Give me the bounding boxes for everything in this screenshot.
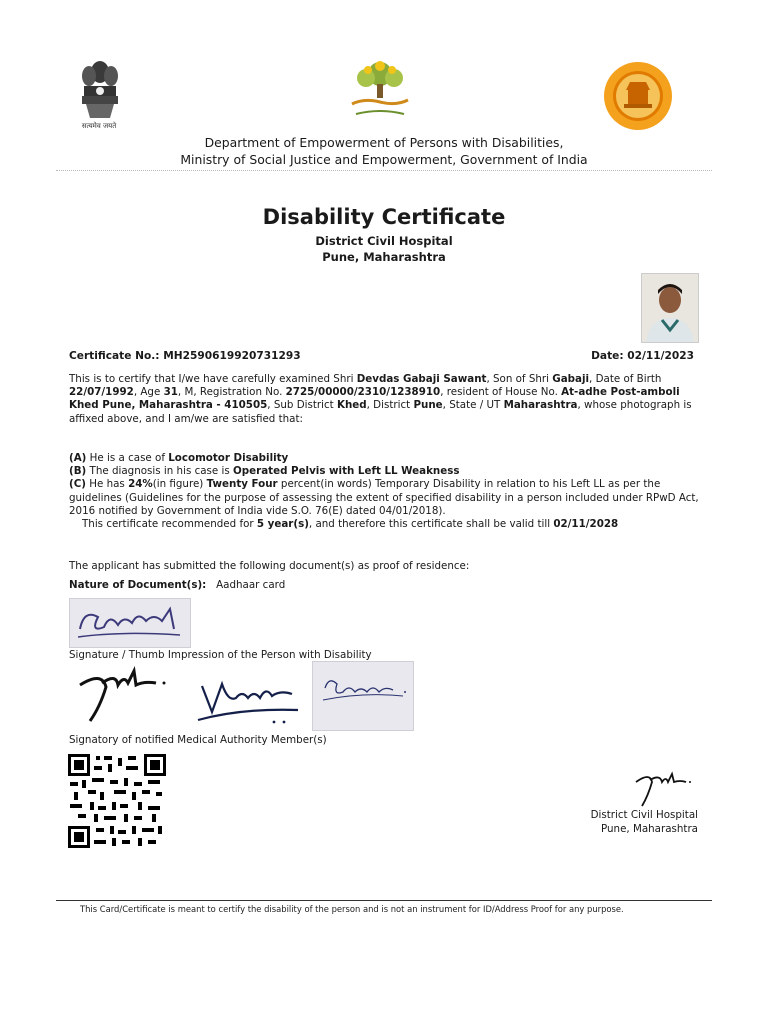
tree-logo-icon [344,58,416,124]
doctor-signature-3 [312,661,414,731]
item-b [69,465,701,478]
text: This certificate recommended for [82,518,257,531]
certificate-number [69,350,301,362]
text: He has [85,478,129,491]
certificate-date [591,350,694,362]
disability-type: Locomotor Disability [168,452,289,464]
item-label: (C) [69,478,86,491]
text: , Age [133,386,164,399]
text: (in figure) [152,478,207,491]
footer-divider [56,900,712,901]
certificate-number-value: MH2590619920731293 [163,350,301,362]
item-label: (B) [69,465,87,478]
doctor-signature-1-icon [72,663,172,727]
hospital-line-1: District Civil Hospital [315,234,453,248]
department-line-1: Department of Empowerment of Persons with Disabilities, [204,135,564,150]
hospital-heading [0,233,768,265]
text: , Date of Birth [589,373,662,385]
text: The diagnosis in his case is [86,465,234,478]
applicant-signature [69,598,191,648]
certificate-number-label: Certificate No.: [69,350,160,362]
age: 31 [163,386,178,399]
emblem-motto: सत्यमेव जयते [81,122,117,130]
text: , M, Registration No. [177,386,286,399]
text: This is to certify that I/we have carefully examined Shri [69,373,357,385]
text: , whose photograph is affixed above, and I am/we are satisfied that: [69,399,692,425]
father-name: Gabaji [552,373,590,385]
qr-code-icon [68,754,166,848]
sub-district: Khed [336,399,367,412]
signature-icon [70,599,190,647]
item-a [69,452,701,465]
item-label: (A) [69,452,87,464]
validity-years: 5 year(s) [256,518,309,531]
certification-paragraph [69,373,701,426]
disability-details [69,452,701,531]
issuer-line-1: District Civil Hospital [590,809,698,821]
text: , and therefore this certificate shall be valid till [308,518,554,531]
certificate-date-value: 02/11/2023 [627,350,694,362]
person-photo-icon [642,274,698,342]
medical-authority-label: Signatory of notified Medical Authority Member(s) [69,734,327,746]
district: Pune [413,399,443,412]
residence-proof-intro: The applicant has submitted the following document(s) as proof of residence: [69,560,470,572]
document-nature-label: Nature of Document(s): [69,579,207,591]
department-line-2: Ministry of Social Justice and Empowerment, Government of India [180,152,588,167]
applicant-name: Devdas Gabaji Sawant [356,373,487,385]
state-seal-icon [600,60,676,132]
recommendation [69,518,701,531]
issuer-line-2: Pune, Maharashtra [600,823,698,835]
document-nature-value: Aadhaar card [216,579,286,591]
date-of-birth: 22/07/1992 [69,386,134,399]
applicant-photo [641,273,699,343]
department-heading [0,134,768,168]
disability-percent-words: Twenty Four [206,478,278,491]
header-divider [56,170,712,171]
document-nature [69,579,701,592]
issuer-signature-icon [630,768,694,808]
certificate-date-label: Date: [591,350,624,362]
address: At-adhe Post-amboli Khed Pune, Maharashtra - 410505 [69,386,680,412]
certificate-title: Disability Certificate [262,205,506,229]
text: , District [366,399,414,412]
diagnosis: Operated Pelvis with Left LL Weakness [233,465,460,478]
issuing-authority [591,808,698,836]
doctor-signature-2-icon [192,672,304,728]
signature-icon [313,662,413,730]
text: He is a case of [86,452,169,464]
text: , State / UT [442,399,504,412]
state: Maharashtra [503,399,578,412]
applicant-signature-label: Signature / Thumb Impression of the Person with Disability [69,649,372,661]
text: , resident of House No. [440,386,562,399]
footer-disclaimer: This Card/Certificate is meant to certify the disability of the person and is not an instrument for ID/Address Proof for any purpose. [80,904,624,914]
item-c [69,478,701,518]
valid-till-date: 02/11/2028 [553,518,619,531]
registration-number: 2725/00000/2310/1238910 [285,386,441,399]
hospital-line-2: Pune, Maharashtra [322,250,446,264]
disability-percent: 24% [128,478,153,491]
text: , Sub District [267,399,337,412]
text: percent(in words) Temporary Disability in relation to his Left LL as per the guidelines (Guidelines for the purpose of assessing the extent of specified disability in a person included under RPwD Act, 2016 notified by Government of India vide S.O. 76(E) dated 04/01/2018). [69,478,699,517]
text: , Son of Shri [486,373,553,385]
